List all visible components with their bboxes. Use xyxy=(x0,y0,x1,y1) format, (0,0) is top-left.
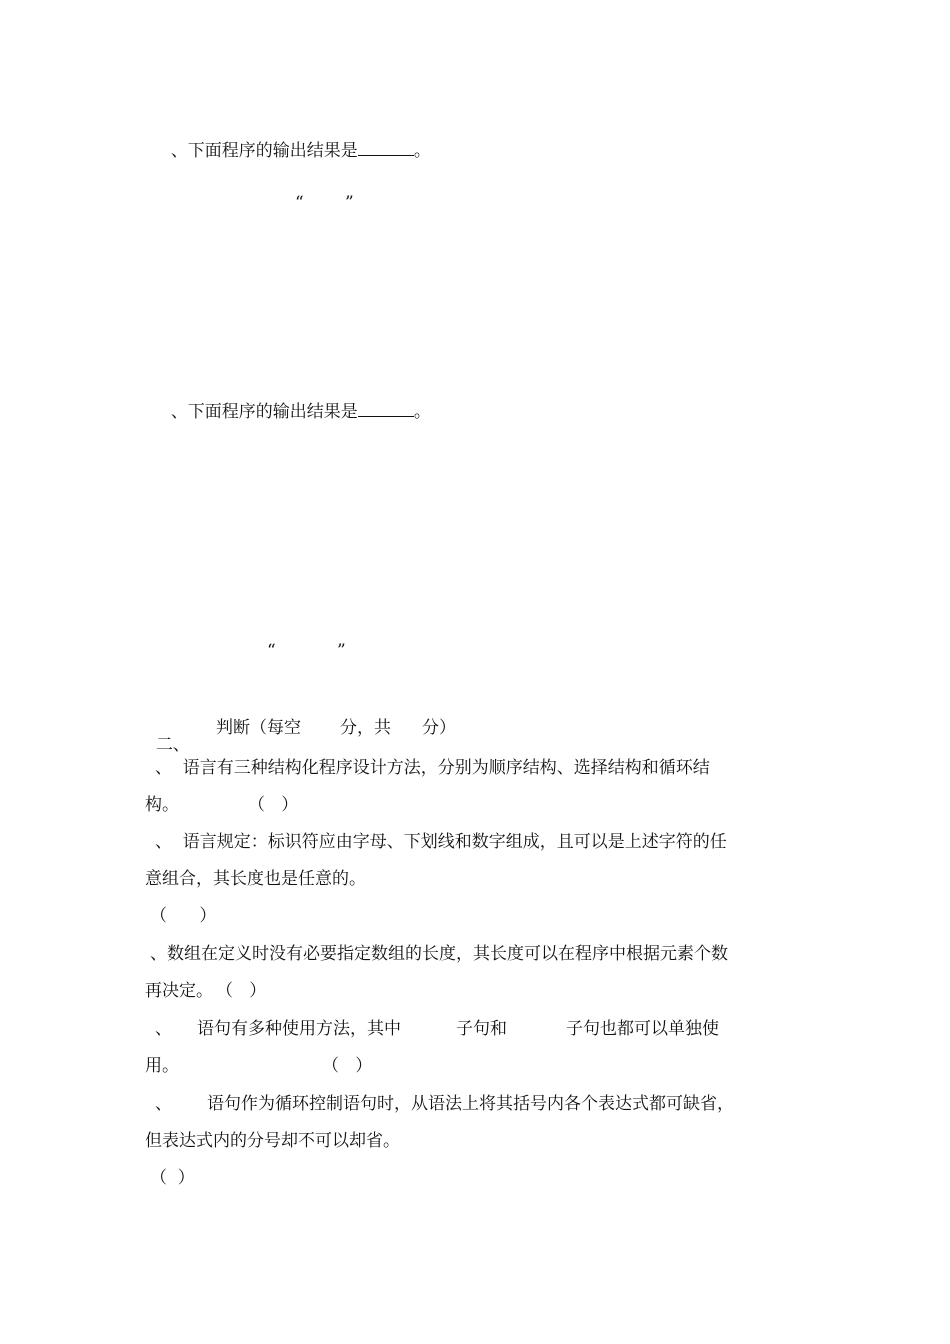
section-heading xyxy=(145,720,190,754)
item-2-paren[interactable]: （ ） xyxy=(150,906,217,926)
item-5-seg-b: 语句作为循环控制语句时，从语法上将其括号内各个表达式都可缺省， xyxy=(207,1094,734,1114)
question-1-suffix: 。 xyxy=(413,141,431,161)
question-2-suffix: 。 xyxy=(413,402,431,422)
item-4-seg-d: 子句也都可以单独使 xyxy=(566,1019,719,1039)
item-4-line-2: 用。 xyxy=(145,1056,179,1076)
question-1-prefix: 、下面程序的输出结果是 xyxy=(170,141,358,161)
item-1-line-2: 构。 xyxy=(145,795,179,815)
answer-blank-2[interactable] xyxy=(358,402,414,417)
section-heading-b: 分，共 xyxy=(340,718,391,738)
section-number: 二、 xyxy=(155,735,190,755)
item-1-line-1: 、 语言有三种结构化程序设计方法，分别为顺序结构、选择结构和循环结 xyxy=(155,758,710,778)
item-4-num: 、 xyxy=(155,1019,172,1039)
item-2-line-2: 意组合，其长度也是任意的。 xyxy=(145,869,366,889)
quote-close-2: ” xyxy=(337,641,346,661)
quote-open-2: “ xyxy=(267,641,276,661)
item-5-line-2: 但表达式内的分号却不可以却省。 xyxy=(145,1131,400,1151)
item-3-line-2: 再决定。 xyxy=(145,981,213,1001)
item-2-line-1: 、 语言规定：标识符应由字母、下划线和数字组成，且可以是上述字符的任 xyxy=(155,832,727,852)
item-4-paren[interactable]: （ ） xyxy=(322,1056,373,1076)
quote-open-1: “ xyxy=(295,193,304,213)
item-5-num: 、 xyxy=(155,1094,172,1114)
question-2-prefix: 、下面程序的输出结果是 xyxy=(170,402,358,422)
section-heading-a: 判断（每空 xyxy=(216,718,301,738)
question-2 xyxy=(160,385,431,421)
quote-close-1: ” xyxy=(345,193,354,213)
item-4-seg-c: 子句和 xyxy=(456,1019,507,1039)
question-1 xyxy=(160,124,431,160)
item-1-paren[interactable]: （ ） xyxy=(248,795,299,815)
item-3-paren[interactable]: （ ） xyxy=(216,981,267,1001)
answer-blank-1[interactable] xyxy=(358,141,414,156)
item-3-line-1: 、数组在定义时没有必要指定数组的长度，其长度可以在程序中根据元素个数 xyxy=(150,944,728,964)
section-heading-c: 分） xyxy=(422,718,456,738)
item-4-seg-b: 语句有多种使用方法，其中 xyxy=(197,1019,401,1039)
item-5-paren[interactable]: （ ） xyxy=(150,1168,195,1188)
